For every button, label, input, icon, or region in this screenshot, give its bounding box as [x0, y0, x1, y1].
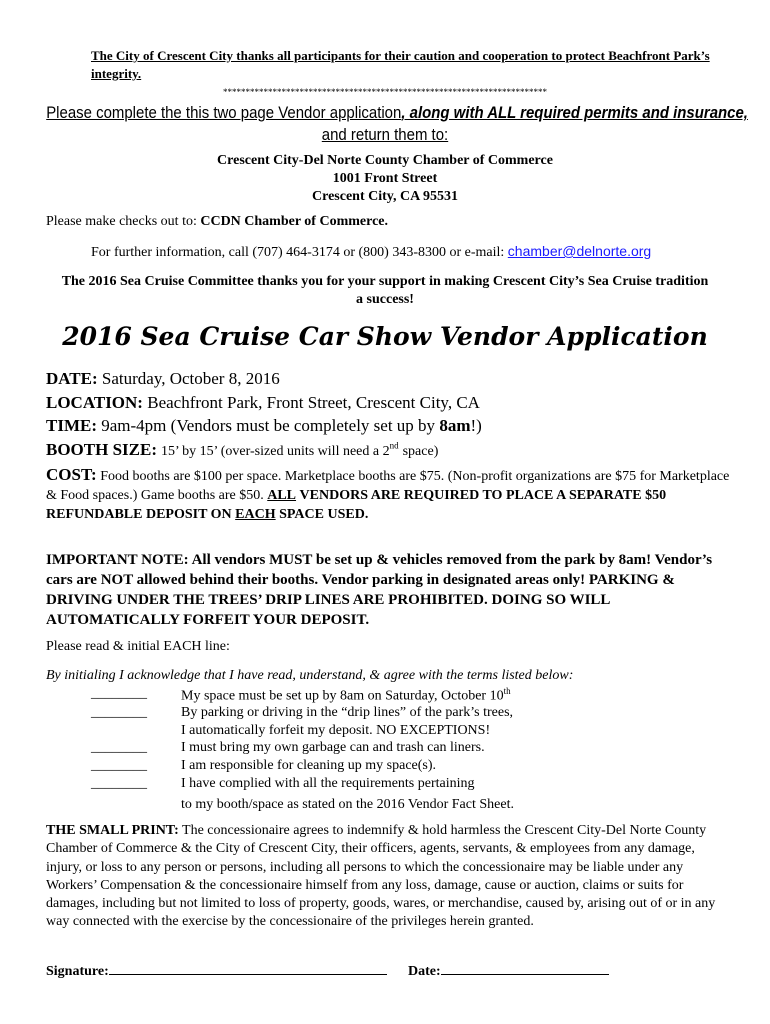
cost-text: Food booths are $100 per space. Marketplace booths are $75. (Non-profit organizations are $75 for Marketplace & Food spaces.) Game booths are $50. [46, 469, 730, 503]
initial-item-5a: I have complied with all the requirements pertaining [181, 776, 475, 791]
location-row [46, 393, 480, 413]
address-line-2: 1001 Front Street [332, 171, 438, 186]
cost-end: SPACE USED. [279, 507, 369, 522]
location-label: LOCATION: [46, 393, 143, 412]
checks-payee: CCDN Chamber of Commerce. [200, 214, 389, 229]
date-row [46, 369, 280, 389]
time-label: TIME: [46, 416, 97, 435]
instructions-text: Please complete the this two page Vendor application [46, 103, 402, 122]
acknowledge-text: By initialing I acknowledge that I have read, understand, & agree with the terms listed below: [46, 668, 574, 683]
cost-text-block [46, 465, 736, 524]
date-label: DATE: [46, 369, 98, 388]
initial-item-5b: to my booth/space as stated on the 2016 Vendor Fact Sheet. [181, 797, 514, 812]
info-text: For further information, call (707) 464-3174 or (800) 343-8300 or e-mail: [91, 245, 505, 260]
signature-field[interactable] [109, 960, 387, 975]
cost-bold: VENDORS ARE REQUIRED TO PLACE A SEPARATE $50 REFUNDABLE DEPOSIT ON [46, 488, 667, 522]
address-line-3: Crescent City, CA 95531 [312, 189, 458, 204]
booth-sup: nd [389, 440, 399, 451]
time-row [46, 416, 482, 436]
small-print-text: The concessionaire agrees to indemnify & hold harmless the Crescent City-Del Norte County Chamber of Commerce & the City of Crescent City, their officers, agents, servants, & employees from any damage, injury, or loss to any person or persons, including all persons to which the concessionaire may be liable under any Workers’ Compensation & the concessionaire himself from any loss, damage, cause or auction, claims or suits for damages, including but not limited to loss of property, goods, wares, or merchandise, caused by, arising out of or in any way connected with the exercise by the concessionaire of the privileges herein granted. [46, 823, 716, 930]
initial-item-1-sup: th [503, 686, 511, 696]
address-line-1: Crescent City-Del Norte County Chamber of Commerce [217, 153, 553, 168]
date-field[interactable] [441, 960, 609, 975]
cost-label-inline: COST: [46, 465, 97, 484]
booth-label: BOOTH SIZE: [46, 440, 158, 459]
instructions-line-2: and return them to: [321, 125, 449, 144]
cost-each: EACH [235, 507, 276, 522]
initial-blank-5[interactable]: ________ [91, 776, 147, 791]
signature-row [46, 960, 387, 980]
booth-row [46, 440, 438, 460]
page-title: 2016 Sea Cruise Car Show Vendor Application [62, 322, 708, 351]
important-note: IMPORTANT NOTE: All vendors MUST be set up & vehicles removed from the park by 8am! Vendor’s cars are NOT allowed behind their booths. Vendor parking in designated areas only! PARKING & DRIVING UNDER THE TREES’ DRIP LINES ARE PROHIBITED. DOING SO WILL AUTOMATICALLY FORFEIT YOUR DEPOSIT. [46, 552, 713, 628]
initial-instruction: Please read & initial EACH line: [46, 639, 230, 654]
small-print [46, 822, 730, 932]
info-line [91, 243, 651, 261]
initial-item-1-text: My space must be set up by 8am on Saturday, October 10 [181, 688, 504, 704]
instructions-line-1 [46, 103, 748, 123]
thanks-notice: The City of Crescent City thanks all participants for their caution and cooperation to protect Beachfront Park’s integrity. [91, 48, 710, 81]
cost-all: ALL [267, 488, 297, 503]
time-value: 9am-4pm (Vendors must be completely set up by [101, 416, 436, 435]
time-end: !) [470, 416, 482, 435]
time-deadline: 8am [439, 416, 471, 435]
booth-end: space) [402, 444, 439, 459]
initial-item-3: I must bring my own garbage can and trash can liners. [181, 740, 485, 755]
initial-item-2b: I automatically forfeit my deposit. NO EXCEPTIONS! [181, 723, 491, 738]
checks-label: Please make checks out to: [46, 214, 197, 229]
date-signature-row [408, 960, 609, 980]
date-sign-label: Date: [408, 964, 441, 979]
small-print-label: THE SMALL PRINT: [46, 823, 179, 838]
date-value: Saturday, October 8, 2016 [101, 369, 280, 388]
instructions-emphasis: , along with ALL required permits and insurance, [401, 103, 748, 122]
initial-item-1 [181, 686, 511, 705]
booth-value: 15’ by 15’ (over-sized units will need a 2 [161, 444, 390, 459]
initial-blank-4[interactable]: ________ [91, 758, 147, 773]
initial-blank-2[interactable]: ________ [91, 705, 147, 720]
initial-item-4: I am responsible for cleaning up my space(s). [181, 758, 437, 773]
location-value: Beachfront Park, Front Street, Crescent City, CA [147, 393, 480, 412]
signature-label: Signature: [46, 964, 109, 979]
initial-blank-3[interactable]: ________ [91, 740, 147, 755]
initial-item-2a: By parking or driving in the “drip lines” of the park’s trees, [181, 705, 514, 720]
email-link[interactable]: chamber@delnorte.org [507, 243, 652, 259]
committee-thanks: The 2016 Sea Cruise Committee thanks you for your support in making Crescent City’s Sea Cruise tradition a success! [61, 274, 709, 307]
checks-line [46, 214, 388, 230]
initial-blank-1[interactable]: ________ [91, 686, 147, 701]
star-divider: ************************************************************************ [223, 87, 547, 97]
